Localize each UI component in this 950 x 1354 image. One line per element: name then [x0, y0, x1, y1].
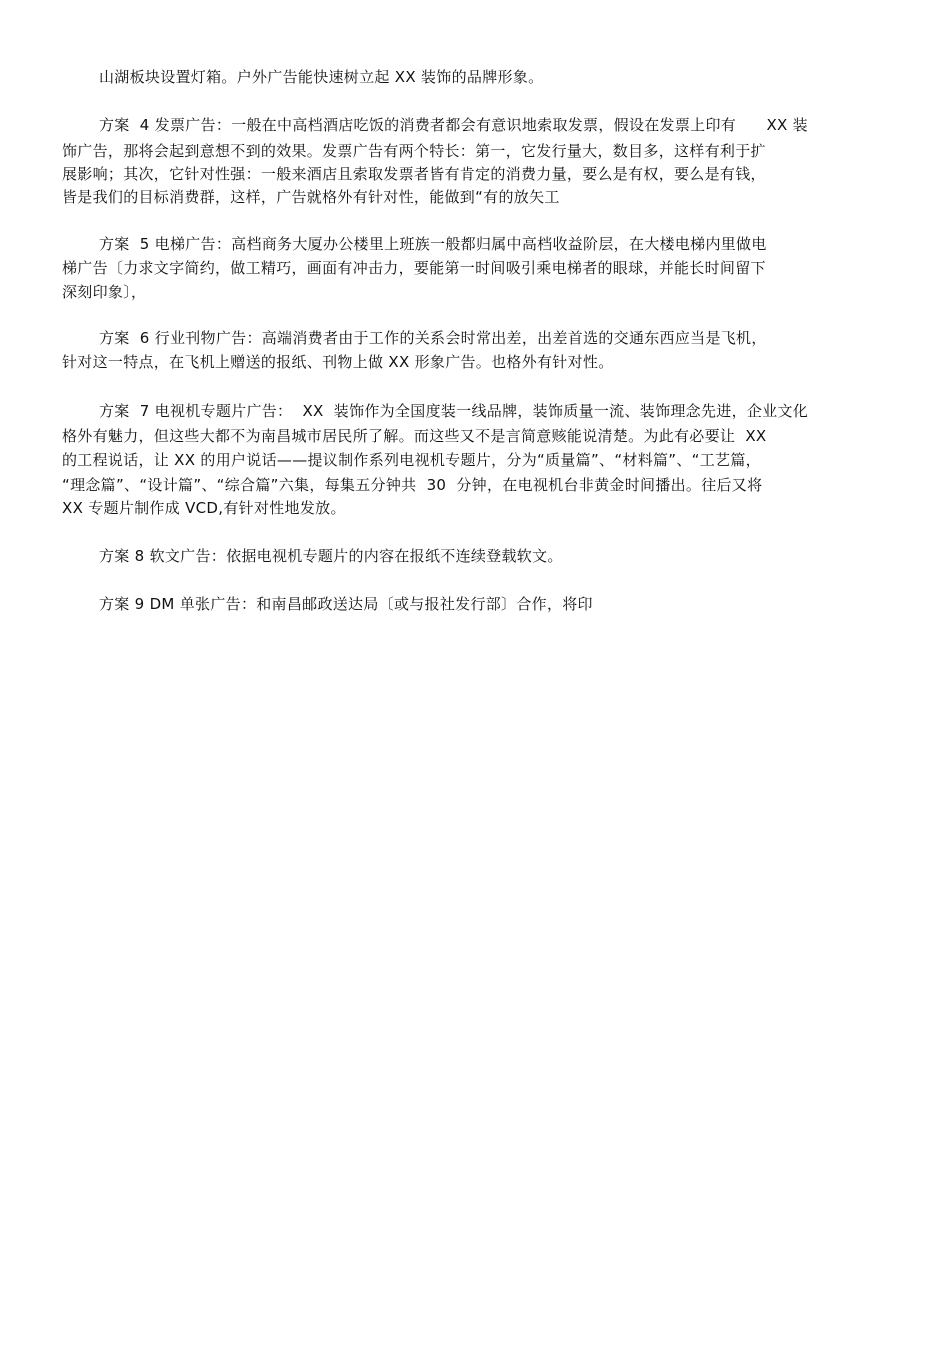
plan-5-line: 方案 5 电梯广告：高档商务大厦办公楼里上班族一般都归属中高档收益阶层，在大楼电梯内里做电 — [99, 235, 767, 253]
plan-7-line: 格外有魅力，但这些大都不为南昌城市居民所了解。而这些又不是言简意赅能说清楚。为此有必要让 XX — [62, 427, 767, 445]
intro-line: 山湖板块设置灯箱。户外广告能快速树立起 XX 装饰的品牌形象。 — [99, 68, 544, 86]
plan-4-line: 展影响；其次，它针对性强：一般来酒店且索取发票者皆有肯定的消费力量，要么是有权，要么是有钱， — [62, 165, 766, 183]
plan-6-line: 方案 6 行业刊物广告：高端消费者由于工作的关系会时常出差，出差首选的交通东西应当是飞机， — [99, 329, 767, 347]
plan-7-line: 方案 7 电视机专题片广告： XX 装饰作为全国度装一线品牌，装饰质量一流、装饰理念先进，企业文化 — [99, 402, 809, 420]
plan-7-line: XX 专题片制作成 VCD,有针对性地发放。 — [62, 499, 346, 517]
plan-7-line: “理念篇”、“设计篇”、“综合篇”六集，每集五分钟共 30 分钟，在电视机台非黄金时间播出。往后又将 — [62, 476, 763, 494]
plan-5-line: 梯广告〔力求文字简约，做工精巧，画面有冲击力，要能第一时间吸引乘电梯者的眼球，并能长时间留下 — [62, 259, 766, 277]
plan-7-line: 的工程说话，让 XX 的用户说话——提议制作系列电视机专题片，分为“质量篇”、“材料篇”、“工艺篇， — [62, 451, 761, 469]
plan-9-line: 方案 9 DM 单张广告：和南昌邮政送达局〔或与报社发行部〕合作，将印 — [99, 595, 593, 613]
plan-4-line: 皆是我们的目标消费群，这样，广告就格外有针对性，能做到“有的放矢工 — [62, 188, 560, 206]
plan-8-line: 方案 8 软文广告：依据电视机专题片的内容在报纸不连续登载软文。 — [99, 547, 563, 565]
plan-4-line: 饰广告，那将会起到意想不到的效果。发票广告有两个特长：第一，它发行量大，数目多，这样有利于扩 — [62, 142, 766, 160]
plan-5-line: 深刻印象〕， — [62, 283, 147, 301]
plan-4-line: 方案 4 发票广告：一般在中高档酒店吃饭的消费者都会有意识地索取发票，假设在发票上印有 XX 装 — [99, 116, 808, 134]
plan-6-line: 针对这一特点，在飞机上赠送的报纸、刊物上做 XX 形象广告。也格外有针对性。 — [62, 353, 614, 371]
